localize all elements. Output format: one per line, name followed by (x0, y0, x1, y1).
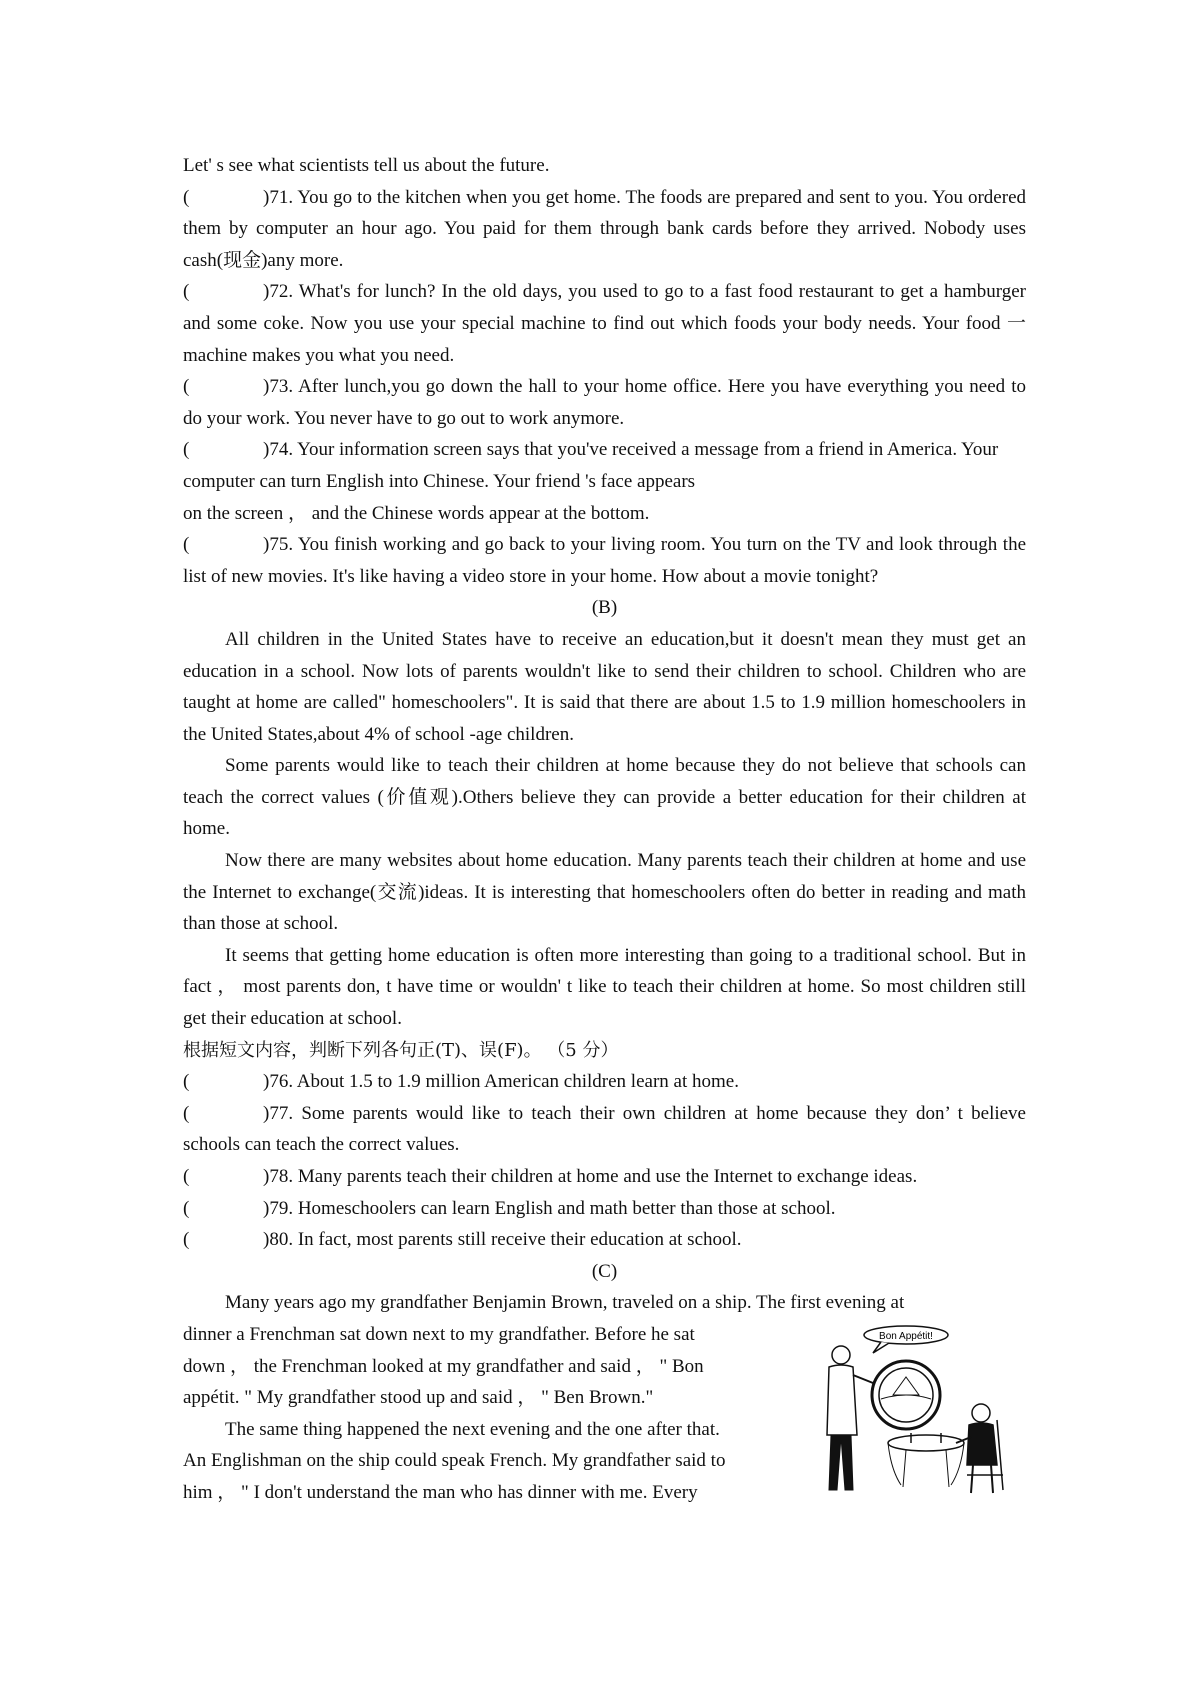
passage-b-paragraph: Now there are many websites about home education. Many parents teach their children at home and use the Internet to exchange(交流)ideas. It is interesting that homeschoolers often do better in reading and math than those at school. (183, 850, 1026, 935)
answer-blank[interactable]: ( (183, 1229, 190, 1251)
answer-blank[interactable]: ( (183, 1102, 190, 1124)
passage-c-line: down ， the Frenchman looked at my grandfather and said ， " Bon (183, 1355, 704, 1377)
answer-blank[interactable]: ( (183, 281, 190, 303)
dinner-illustration (811, 1325, 1011, 1505)
question-71 (183, 182, 1026, 277)
question-77 (183, 1098, 1026, 1161)
question-text: )72. What's for lunch? In the old days, you used to go to a fast food restaurant to get a hamburger and some coke. Now you use your special machine to find out which foods your body needs. Your food 一 machine makes you what you need. (183, 281, 1026, 366)
question-74-continued: on the screen ， and the Chinese words appear at the bottom. (183, 502, 650, 524)
passage-b-paragraph: All children in the United States have to receive an education,but it doesn't mean they must get an education in a school. Now lots of parents wouldn't like to send their children to school. Children who are taught at home are called" homeschoolers". It is said that there are about 1.5 to 1.9 million homeschoolers in the United States,about 4% of school -age children. (183, 628, 1026, 745)
question-text: )78. Many parents teach their children at home and use the Internet to exchange ideas. (263, 1166, 918, 1187)
question-text: )71. You go to the kitchen when you get home. The foods are prepared and sent to you. You ordered them by computer an hour ago. You paid for them through bank cards before they arrived. Nobody uses cash(现金)any more. (183, 186, 1026, 271)
passage-c-first-line: Many years ago my grandfather Benjamin Brown, traveled on a ship. The first evening at (225, 1292, 905, 1314)
question-72 (183, 276, 1026, 371)
passage-c-line: him ， " I don't understand the man who has dinner with me. Every (183, 1481, 698, 1503)
worksheet-page (183, 150, 1026, 1509)
passage-b-paragraph: It seems that getting home education is often more interesting than going to a traditional school. But in fact ， most parents don, t have time or wouldn' t like to teach their children at home. So most children still get their education at school. (183, 944, 1026, 1030)
question-80 (183, 1224, 1026, 1256)
section-c-heading: (C) (591, 1260, 618, 1282)
question-text: )75. You finish working and go back to your living room. You turn on the TV and look through the list of new movies. It's like having a video store in your home. How about a movie tonight? (183, 534, 1026, 587)
passage-c-line: An Englishman on the ship could speak French. My grandfather said to (183, 1450, 726, 1472)
question-text: )80. In fact, most parents still receive their education at school. (263, 1229, 742, 1251)
question-text: )79. Homeschoolers can learn English and math better than those at school. (263, 1197, 836, 1219)
passage-c-line: The same thing happened the next evening and the one after that. (225, 1418, 720, 1440)
passage-c-line: dinner a Frenchman sat down next to my grandfather. Before he sat (183, 1323, 695, 1345)
passage-c-line: appétit. " My grandfather stood up and said ， " Ben Brown." (183, 1387, 654, 1409)
question-76 (183, 1066, 1026, 1098)
question-74 (183, 434, 1026, 497)
answer-blank[interactable]: ( (183, 1166, 190, 1187)
intro-line: Let' s see what scientists tell us about the future. (183, 155, 550, 176)
answer-blank[interactable]: ( (183, 1071, 190, 1093)
question-79 (183, 1193, 1026, 1225)
speech-bubble-text: Bon Appétit! (879, 1330, 933, 1342)
answer-blank[interactable]: ( (183, 439, 190, 461)
instruction-true-false: 根据短文内容，判断下列各句正(T)、误(F)。 （5 分） (183, 1039, 619, 1061)
question-73 (183, 371, 1026, 434)
passage-b-paragraph: Some parents would like to teach their children at home because they do not believe that schools can teach the correct values (价值观).Others believe they can provide a better education for their children at home. (183, 755, 1026, 840)
section-b-heading: (B) (591, 597, 618, 619)
question-75 (183, 529, 1026, 592)
answer-blank[interactable]: ( (183, 534, 190, 556)
question-78 (183, 1161, 1026, 1193)
passage-c-with-illustration (183, 1319, 1026, 1509)
question-text: )74. Your information screen says that you've received a message from a friend in America. Your computer can turn English into Chinese. Your friend 's face appears (183, 439, 999, 492)
passage-c-text (183, 1319, 793, 1509)
answer-blank[interactable]: ( (183, 376, 190, 398)
question-text: )77. Some parents would like to teach their own children at home because they don’ t believe schools can teach the correct values. (183, 1102, 1026, 1156)
answer-blank[interactable]: ( (183, 1197, 190, 1219)
question-text: )73. After lunch,you go down the hall to your home office. Here you have everything you need to do your work. You never have to go out to work anymore. (183, 376, 1026, 429)
answer-blank[interactable]: ( (183, 186, 190, 208)
question-text: )76. About 1.5 to 1.9 million American children learn at home. (263, 1071, 739, 1093)
